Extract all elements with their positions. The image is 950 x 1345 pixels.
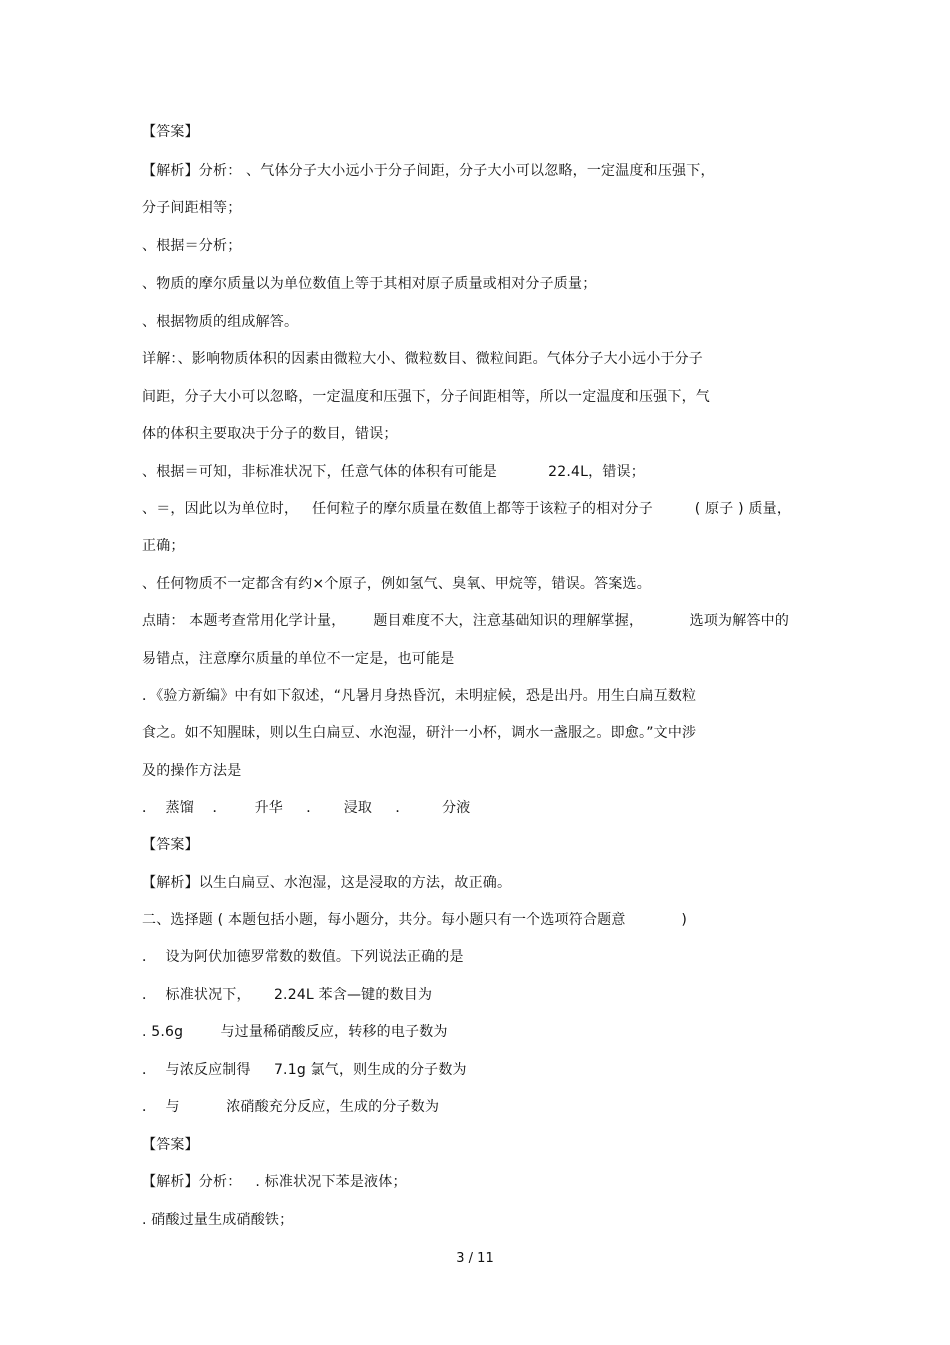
analysis-line: 【解析】以生白扁豆、水泡湿，这是浸取的方法，故正确。 [142, 875, 512, 891]
text-line: 食之。如不知腥昧，则以生白扁豆、水泡湿，研汁一小杯，调水一盏服之。即愈。”文中涉 [142, 725, 697, 741]
note-line: 点睛： 本题考查常用化学计量， 题目难度不大，注意基础知识的理解掌握， 选项为解答中的 [142, 613, 790, 629]
question-line: ． 设为阿伏加德罗常数的数值。下列说法正确的是 [142, 949, 464, 965]
section-heading: 二、选择题 ( 本题包括小题，每小题分，共分。每小题只有一个选项符合题意 ) [142, 912, 688, 928]
text-line: 及的操作方法是 [142, 763, 242, 779]
text-line: . 硝酸过量生成硝酸铁； [142, 1212, 294, 1228]
text-line: 体的体积主要取决于分子的数目，错误； [142, 426, 398, 442]
answer-heading: 【答案】 [142, 124, 199, 140]
text-line: 、根据物质的组成解答。 [142, 314, 299, 330]
options-line: ． 蒸馏 ． 升华 ． 浸取 ． 分液 [142, 800, 471, 816]
text-line: 易错点，注意摩尔质量的单位不一定是，也可能是 [142, 651, 455, 667]
text-line: 、根据＝可知，非标准状况下，任意气体的体积有可能是 22.4L，错误； [142, 464, 645, 480]
text-line: 分子间距相等； [142, 200, 242, 216]
analysis-line: 【解析】分析： 、气体分子大小远小于分子间距，分子大小可以忽略，一定温度和压强下， [142, 163, 715, 179]
answer-heading: 【答案】 [142, 837, 199, 853]
text-line: 、任何物质不一定都含有约×个原子，例如氢气、臭氧、甲烷等，错误。答案选。 [142, 576, 651, 592]
option-line: ． 与 浓硝酸充分反应，生成的分子数为 [142, 1099, 440, 1115]
option-line: ． 标准状况下， 2.24L 苯含—键的数目为 [142, 987, 433, 1003]
text-line: 间距，分子大小可以忽略，一定温度和压强下，分子间距相等，所以一定温度和压强下，气 [142, 389, 710, 405]
text-line: 正确； [142, 538, 185, 554]
page-number: 3 / 11 [456, 1251, 494, 1266]
text-line: 、＝，因此以为单位时， 任何粒子的摩尔质量在数值上都等于该粒子的相对分子 ( 原子 ) 质量， [142, 501, 792, 517]
text-line: 、根据＝分析； [142, 238, 242, 254]
analysis-line: 【解析】分析： . 标准状况下苯是液体； [142, 1174, 407, 1190]
text-line: 、物质的摩尔质量以为单位数值上等于其相对原子质量或相对分子质量； [142, 276, 597, 292]
option-line: ． 与浓反应制得 7.1g 氯气，则生成的分子数为 [142, 1062, 467, 1078]
detail-line: 详解：、影响物质体积的因素由微粒大小、微粒数目、微粒间距。气体分子大小远小于分子 [142, 351, 703, 367]
option-line: . 5.6g 与过量稀硝酸反应，转移的电子数为 [142, 1024, 448, 1040]
question-line: ．《验方新编》中有如下叙述，“凡暑月身热昏沉，未明症候，恐是出丹。用生白扁互数粒 [142, 688, 697, 704]
answer-heading: 【答案】 [142, 1137, 199, 1153]
